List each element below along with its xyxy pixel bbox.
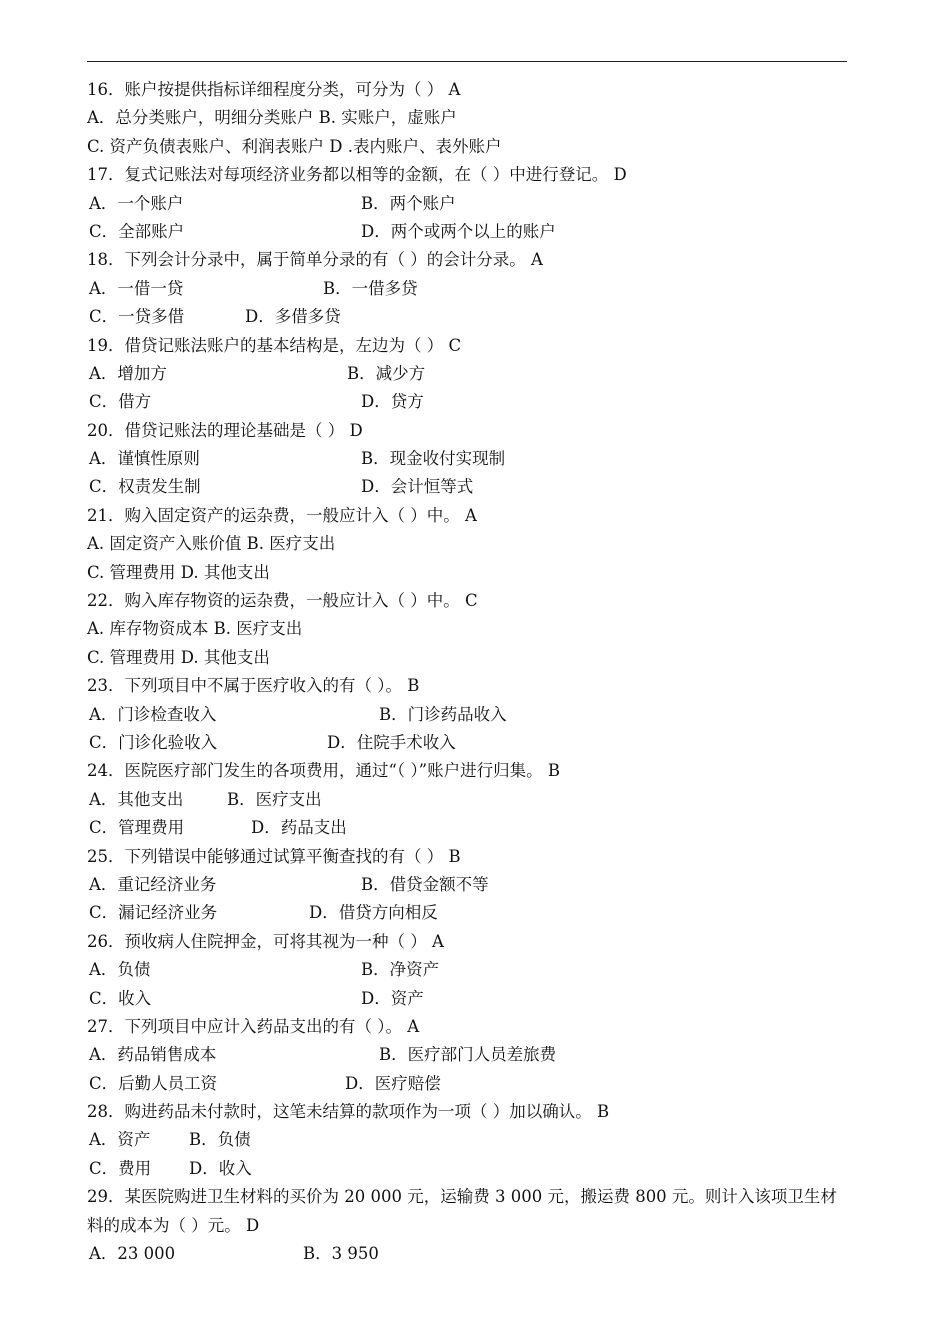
question-20: 20．借贷记账法的理论基础是（ ） D [87, 420, 363, 440]
option-row [87, 956, 852, 984]
option-a: A．23 000 [89, 1244, 176, 1264]
option-row [87, 218, 852, 246]
option-a: A．重记经济业务 [89, 874, 217, 894]
question-27: 27．下列项目中应计入药品支出的有（ ）。 A [87, 1016, 420, 1036]
option-a: A．门诊检查收入 [89, 704, 217, 724]
option-d: D．住院手术收入 [327, 732, 456, 752]
option-row [87, 190, 852, 218]
option-row [87, 388, 852, 416]
option-row [87, 1126, 852, 1154]
option-c: C．费用 [89, 1158, 152, 1178]
question-25: 25．下列错误中能够通过试算平衡查找的有（ ） B [87, 846, 461, 866]
option-line: A. 固定资产入账价值 B. 医疗支出 [87, 534, 336, 554]
option-a: A．一借一贷 [89, 278, 184, 298]
option-d: D．会计恒等式 [361, 477, 474, 497]
question-16: 16．账户按提供指标详细程度分类，可分为（ ） A [87, 80, 461, 99]
option-c: C．门诊化验收入 [89, 732, 218, 752]
option-row [87, 1070, 852, 1098]
option-row [87, 1041, 852, 1069]
option-d: D．资产 [361, 988, 424, 1008]
option-b: B．两个账户 [361, 193, 456, 213]
option-c: C．后勤人员工资 [89, 1073, 218, 1093]
option-c: C．全部账户 [89, 221, 185, 241]
option-row [87, 445, 852, 473]
option-row [87, 814, 852, 842]
option-line: A. 库存物资成本 B. 医疗支出 [87, 619, 303, 639]
question-23: 23．下列项目中不属于医疗收入的有（ ）。 B [87, 676, 420, 696]
option-row [87, 899, 852, 927]
question-28: 28．购进药品未付款时，这笔未结算的款项作为一项（ ）加以确认。 B [87, 1102, 610, 1122]
option-a: A．增加方 [89, 363, 167, 383]
option-c: C．管理费用 [89, 818, 185, 838]
question-18: 18．下列会计分录中，属于简单分录的有（ ）的会计分录。 A [87, 250, 543, 270]
option-line: C. 管理费用 D. 其他支出 [87, 562, 270, 582]
option-d: D．医疗赔偿 [345, 1073, 441, 1093]
header-rule [87, 61, 847, 62]
option-c: C．一贷多借 [89, 307, 185, 327]
option-a: A．负债 [89, 960, 151, 980]
option-d: D．贷方 [361, 392, 424, 412]
option-c: C．漏记经济业务 [89, 903, 218, 923]
option-a: A．资产 [89, 1130, 151, 1150]
question-24: 24．医院医疗部门发生的各项费用，通过“（ ）”账户进行归集。 B [87, 761, 560, 781]
option-c: C．借方 [89, 392, 152, 412]
option-a: A．其他支出 [89, 789, 184, 809]
option-b: B．借贷金额不等 [361, 874, 489, 894]
option-row [87, 701, 852, 729]
option-row [87, 871, 852, 899]
option-d: D．多借多贷 [245, 307, 341, 327]
option-c: C．收入 [89, 988, 152, 1008]
option-line: C. 管理费用 D. 其他支出 [87, 647, 270, 667]
option-d: D．借贷方向相反 [309, 903, 438, 923]
option-b: B．减少方 [347, 363, 426, 383]
option-c: C．权责发生制 [89, 477, 201, 497]
option-a: A．药品销售成本 [89, 1045, 217, 1065]
option-row [87, 786, 852, 814]
option-b: B．3 950 [303, 1244, 379, 1264]
option-row [87, 360, 852, 388]
option-row [87, 1155, 852, 1183]
option-d: D．药品支出 [251, 818, 347, 838]
option-row [87, 473, 852, 501]
option-line: A．总分类账户，明细分类账户 B. 实账户，虚账户 [87, 108, 457, 128]
question-21: 21．购入固定资产的运杂费，一般应计入（ ）中。 A [87, 505, 477, 525]
option-row [87, 1240, 852, 1268]
option-row [87, 729, 852, 757]
option-b: B．一借多贷 [323, 278, 418, 298]
option-row [87, 275, 852, 303]
question-22: 22．购入库存物资的运杂费，一般应计入（ ）中。 C [87, 591, 478, 611]
question-list [87, 76, 852, 1268]
option-row [87, 985, 852, 1013]
option-b: B．现金收付实现制 [361, 449, 506, 469]
option-b: B．医疗部门人员差旅费 [379, 1045, 557, 1065]
option-line: C. 资产负债表账户、利润表账户 D .表内账户、表外账户 [87, 136, 502, 156]
option-b: B．净资产 [361, 960, 440, 980]
question-29: 29．某医院购进卫生材料的买价为 20 000 元，运输费 3 000 元，搬运费 800 元。则计入该项卫生材料的成本为（ ）元。 D [87, 1187, 837, 1235]
option-b: B．门诊药品收入 [379, 704, 507, 724]
option-row [87, 303, 852, 331]
question-19: 19．借贷记账法账户的基本结构是，左边为（ ） C [87, 335, 462, 355]
option-b: B．负债 [189, 1130, 251, 1150]
option-d: D．收入 [189, 1158, 252, 1178]
option-a: A．谨慎性原则 [89, 449, 200, 469]
option-a: A．一个账户 [89, 193, 184, 213]
option-d: D．两个或两个以上的账户 [361, 221, 556, 241]
question-26: 26．预收病人住院押金，可将其视为一种（ ） A [87, 931, 444, 951]
question-17: 17．复式记账法对每项经济业务都以相等的金额，在（ ）中进行登记。 D [87, 165, 627, 185]
option-b: B．医疗支出 [227, 789, 322, 809]
